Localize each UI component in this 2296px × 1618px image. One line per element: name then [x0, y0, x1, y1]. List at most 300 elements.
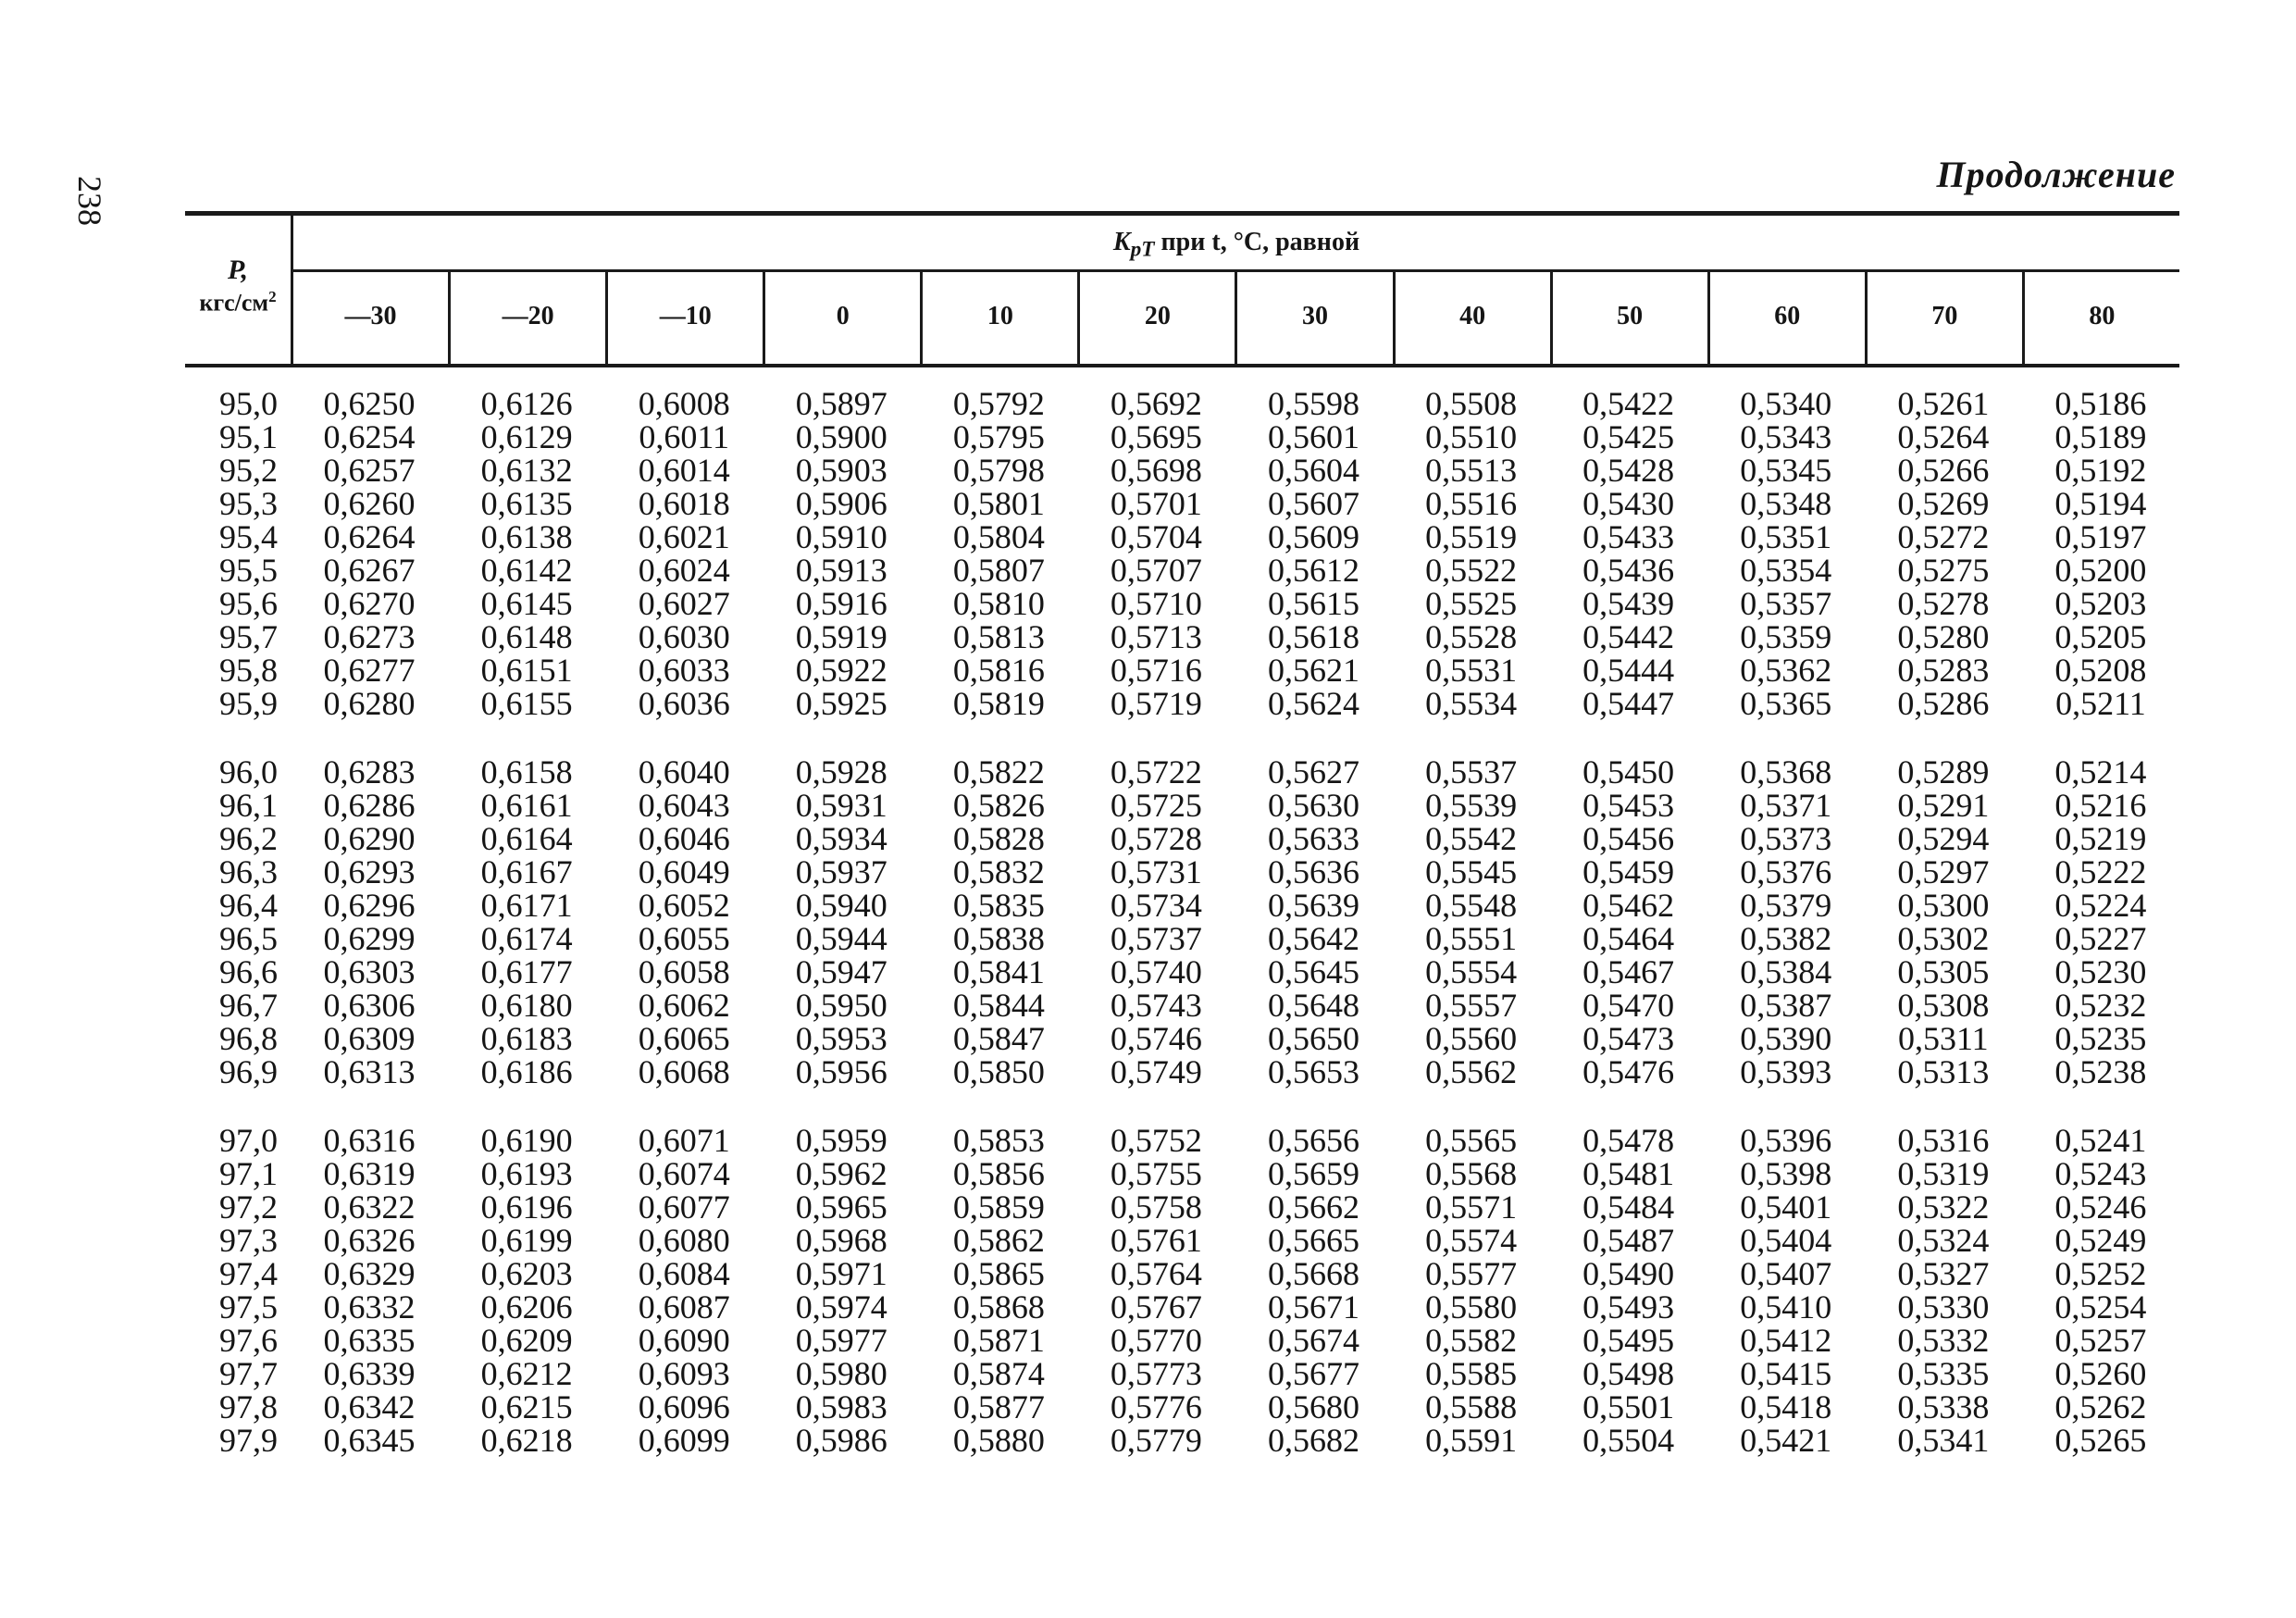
- coefficient-cell: 0,6196: [480, 1189, 573, 1226]
- coefficient-cell: 0,5379: [1740, 887, 1832, 924]
- coefficient-cell: 0,5241: [2054, 1122, 2147, 1159]
- coefficient-cell: 0,6151: [480, 652, 573, 689]
- coefficient-cell: 0,5519: [1425, 518, 1518, 555]
- coefficient-cell: 0,5764: [1110, 1255, 1202, 1292]
- coefficient-cell: 0,5407: [1740, 1255, 1832, 1292]
- coefficient-cell: 0,5767: [1110, 1288, 1202, 1326]
- coefficient-cell: 0,5211: [2055, 685, 2146, 722]
- coefficient-cell: 0,5934: [795, 820, 887, 857]
- coefficient-cell: 0,6024: [638, 552, 730, 589]
- coefficient-cell: 0,6087: [638, 1288, 730, 1326]
- coefficient-cell: 0,5950: [795, 987, 887, 1024]
- coefficient-cell: 0,6277: [323, 652, 416, 689]
- coefficient-cell: 0,6033: [638, 652, 730, 689]
- coefficient-cell: 0,5844: [952, 987, 1045, 1024]
- pressure-cell: 97,1: [219, 1155, 278, 1192]
- coefficient-cell: 0,6193: [480, 1155, 573, 1192]
- coefficient-cell: 0,5937: [795, 853, 887, 890]
- coefficient-cell: 0,6299: [323, 920, 416, 957]
- coefficient-cell: 0,5554: [1425, 953, 1518, 990]
- coefficient-subscript: pT: [1130, 237, 1155, 262]
- coefficient-cell: 0,5740: [1110, 953, 1202, 990]
- coefficient-cell: 0,6264: [323, 518, 416, 555]
- coefficient-cell: 0,5508: [1425, 385, 1518, 422]
- coefficient-cell: 0,5224: [2054, 887, 2147, 924]
- coefficient-cell: 0,5612: [1268, 552, 1359, 589]
- coefficient-cell: 0,5903: [795, 452, 887, 489]
- coefficient-cell: 0,5433: [1582, 518, 1675, 555]
- coefficient-cell: 0,6270: [323, 585, 416, 622]
- table-row: [185, 653, 2179, 687]
- coefficient-cell: 0,5398: [1740, 1155, 1832, 1192]
- coefficient-cell: 0,5539: [1425, 787, 1518, 824]
- pressure-cell: 97,3: [219, 1222, 278, 1259]
- coefficient-cell: 0,5653: [1268, 1053, 1359, 1090]
- coefficient-cell: 0,5243: [2054, 1155, 2147, 1192]
- coefficient-cell: 0,5430: [1582, 485, 1675, 522]
- coefficient-cell: 0,5368: [1740, 753, 1832, 790]
- coefficient-cell: 0,5197: [2054, 518, 2147, 555]
- pressure-cell: 96,1: [219, 787, 278, 824]
- coefficient-cell: 0,6293: [323, 853, 416, 890]
- table-row: [185, 1424, 2179, 1457]
- temperature-header-cell: 50: [1550, 272, 1707, 364]
- pressure-cell: 97,5: [219, 1288, 278, 1326]
- temperature-header-cell: 30: [1235, 272, 1392, 364]
- coefficient-cell: 0,6180: [480, 987, 573, 1024]
- coefficient-cell: 0,5656: [1268, 1122, 1359, 1159]
- coefficient-cell: 0,5415: [1740, 1355, 1832, 1392]
- coefficient-cell: 0,6040: [638, 753, 730, 790]
- coefficient-cell: 0,5481: [1582, 1155, 1675, 1192]
- coefficient-cell: 0,5588: [1425, 1388, 1518, 1425]
- coefficient-cell: 0,6142: [480, 552, 573, 589]
- coefficient-cell: 0,5615: [1268, 585, 1359, 622]
- coefficient-cell: 0,5568: [1425, 1155, 1518, 1192]
- coefficient-cell: 0,5835: [952, 887, 1045, 924]
- coefficient-cell: 0,6313: [323, 1053, 416, 1090]
- coefficient-cell: 0,6335: [323, 1322, 416, 1359]
- coefficient-cell: 0,6319: [323, 1155, 416, 1192]
- coefficient-cell: 0,5354: [1740, 552, 1832, 589]
- coefficient-cell: 0,5291: [1897, 787, 1990, 824]
- coefficient-cell: 0,5642: [1268, 920, 1359, 957]
- coefficient-cell: 0,6283: [323, 753, 416, 790]
- pressure-cell: 95,1: [219, 418, 278, 455]
- coefficient-cell: 0,5260: [2054, 1355, 2147, 1392]
- temperature-header-cell: 10: [920, 272, 1077, 364]
- coefficient-cell: 0,5330: [1897, 1288, 1990, 1326]
- coefficient-cell: 0,5897: [795, 385, 887, 422]
- coefficient-cell: 0,6174: [480, 920, 573, 957]
- coefficient-cell: 0,5208: [2054, 652, 2147, 689]
- table-row: [185, 520, 2179, 554]
- coefficient-cell: 0,5513: [1425, 452, 1518, 489]
- coefficient-cell: 0,6090: [638, 1322, 730, 1359]
- coefficient-cell: 0,5668: [1268, 1255, 1359, 1292]
- coefficient-cell: 0,5495: [1582, 1322, 1675, 1359]
- coefficient-cell: 0,6030: [638, 618, 730, 655]
- coefficient-cell: 0,5365: [1740, 685, 1832, 722]
- coefficient-cell: 0,6084: [638, 1255, 730, 1292]
- coefficient-cell: 0,5476: [1582, 1053, 1675, 1090]
- coefficient-cell: 0,6158: [480, 753, 573, 790]
- coefficient-cell: 0,5947: [795, 953, 887, 990]
- coefficient-cell: 0,5828: [952, 820, 1045, 857]
- coefficient-cell: 0,5604: [1268, 452, 1359, 489]
- coefficient-cell: 0,5940: [795, 887, 887, 924]
- coefficient-cell: 0,5205: [2054, 618, 2147, 655]
- table-header: [185, 211, 2179, 367]
- coefficient-cell: 0,6027: [638, 585, 730, 622]
- coefficient-cell: 0,5214: [2054, 753, 2147, 790]
- coefficient-cell: 0,5574: [1425, 1222, 1518, 1259]
- coefficient-cell: 0,5531: [1425, 652, 1518, 689]
- coefficient-cell: 0,5464: [1582, 920, 1675, 957]
- coefficient-cell: 0,5359: [1740, 618, 1832, 655]
- coefficient-cell: 0,5819: [952, 685, 1045, 722]
- coefficient-cell: 0,6203: [480, 1255, 573, 1292]
- coefficient-cell: 0,6129: [480, 418, 573, 455]
- coefficient-cell: 0,6206: [480, 1288, 573, 1326]
- table-row: [185, 922, 2179, 955]
- coefficient-cell: 0,5316: [1897, 1122, 1990, 1159]
- table-row: [185, 989, 2179, 1022]
- coefficient-cell: 0,6167: [480, 853, 573, 890]
- coefficient-cell: 0,5804: [952, 518, 1045, 555]
- coefficient-cell: 0,5537: [1425, 753, 1518, 790]
- coefficient-cell: 0,6329: [323, 1255, 416, 1292]
- coefficient-cell: 0,6183: [480, 1020, 573, 1057]
- coefficient-cell: 0,5630: [1268, 787, 1359, 824]
- coefficient-cell: 0,5810: [952, 585, 1045, 622]
- coefficient-cell: 0,5868: [952, 1288, 1045, 1326]
- coefficient-cell: 0,6339: [323, 1355, 416, 1392]
- coefficient-cell: 0,5300: [1897, 887, 1990, 924]
- coefficient-cell: 0,5636: [1268, 853, 1359, 890]
- coefficient-cell: 0,6055: [638, 920, 730, 957]
- coefficient-cell: 0,5418: [1740, 1388, 1832, 1425]
- coefficient-cell: 0,5698: [1110, 452, 1202, 489]
- table-row: [185, 822, 2179, 855]
- table-row: [185, 387, 2179, 420]
- coefficient-cell: 0,5731: [1110, 853, 1202, 890]
- pressure-cell: 97,7: [219, 1355, 278, 1392]
- coefficient-cell: 0,5516: [1425, 485, 1518, 522]
- table-row: [185, 554, 2179, 587]
- coefficient-cell: 0,6309: [323, 1020, 416, 1057]
- coefficient-cell: 0,6257: [323, 452, 416, 489]
- coefficient-cell: 0,5266: [1897, 452, 1990, 489]
- coefficient-cell: 0,5710: [1110, 585, 1202, 622]
- pressure-cell: 95,7: [219, 618, 278, 655]
- coefficient-cell: 0,5272: [1897, 518, 1990, 555]
- coefficient-cell: 0,6155: [480, 685, 573, 722]
- coefficient-cell: 0,5504: [1582, 1422, 1675, 1459]
- coefficient-cell: 0,5393: [1740, 1053, 1832, 1090]
- coefficient-cell: 0,5962: [795, 1155, 887, 1192]
- coefficient-cell: 0,5662: [1268, 1189, 1359, 1226]
- coefficient-cell: 0,5671: [1268, 1288, 1359, 1326]
- coefficient-cell: 0,6332: [323, 1288, 416, 1326]
- coefficient-cell: 0,5453: [1582, 787, 1675, 824]
- coefficient-cell: 0,5847: [952, 1020, 1045, 1057]
- coefficient-cell: 0,5286: [1897, 685, 1990, 722]
- coefficient-cell: 0,6199: [480, 1222, 573, 1259]
- coefficient-cell: 0,6080: [638, 1222, 730, 1259]
- coefficient-cell: 0,5853: [952, 1122, 1045, 1159]
- coefficient-cell: 0,5910: [795, 518, 887, 555]
- coefficient-cell: 0,5510: [1425, 418, 1518, 455]
- table-row: [185, 1257, 2179, 1290]
- coefficient-cell: 0,5249: [2054, 1222, 2147, 1259]
- coefficient-cell: 0,5598: [1268, 385, 1359, 422]
- pressure-cell: 97,9: [219, 1422, 278, 1459]
- coefficient-cell: 0,5916: [795, 585, 887, 622]
- table-row: [185, 454, 2179, 487]
- coefficient-cell: 0,6014: [638, 452, 730, 489]
- coefficient-cell: 0,6254: [323, 418, 416, 455]
- coefficient-cell: 0,5528: [1425, 618, 1518, 655]
- coefficient-cell: 0,5983: [795, 1388, 887, 1425]
- coefficient-cell: 0,5345: [1740, 452, 1832, 489]
- coefficient-cell: 0,5722: [1110, 753, 1202, 790]
- coefficient-cell: 0,5382: [1740, 920, 1832, 957]
- coefficient-cell: 0,6190: [480, 1122, 573, 1159]
- coefficient-cell: 0,5246: [2054, 1189, 2147, 1226]
- coefficient-cell: 0,5319: [1897, 1155, 1990, 1192]
- coefficient-cell: 0,5439: [1582, 585, 1675, 622]
- coefficient-cell: 0,5456: [1582, 820, 1675, 857]
- coefficient-cell: 0,6052: [638, 887, 730, 924]
- table-row: [185, 420, 2179, 454]
- table-row: [185, 755, 2179, 789]
- coefficient-cell: 0,6267: [323, 552, 416, 589]
- table-row: [185, 889, 2179, 922]
- coefficient-cell: 0,5194: [2054, 485, 2147, 522]
- coefficient-cell: 0,6290: [323, 820, 416, 857]
- coefficient-cell: 0,5880: [952, 1422, 1045, 1459]
- coefficient-cell: 0,5436: [1582, 552, 1675, 589]
- coefficient-cell: 0,5682: [1268, 1422, 1359, 1459]
- pressure-cell: 96,8: [219, 1020, 278, 1057]
- coefficient-cell: 0,6286: [323, 787, 416, 824]
- page-number: 238: [71, 176, 108, 226]
- coefficient-cell: 0,6011: [639, 418, 730, 455]
- table-row: [185, 587, 2179, 620]
- pressure-cell: 97,8: [219, 1388, 278, 1425]
- coefficient-cell: 0,5577: [1425, 1255, 1518, 1292]
- table-row: [185, 855, 2179, 889]
- pressure-cell: 95,3: [219, 485, 278, 522]
- coefficient-cell: 0,6250: [323, 385, 416, 422]
- coefficient-cell: 0,5931: [795, 787, 887, 824]
- coefficient-cell: 0,5269: [1897, 485, 1990, 522]
- table-row: [185, 1390, 2179, 1424]
- table-row: [185, 487, 2179, 520]
- coefficient-cell: 0,6126: [480, 385, 573, 422]
- coefficient-cell: 0,6296: [323, 887, 416, 924]
- coefficient-cell: 0,5728: [1110, 820, 1202, 857]
- pressure-unit-superscript: 2: [268, 288, 277, 305]
- coefficient-header-text: при t, °C, равной: [1154, 228, 1360, 256]
- coefficient-cell: 0,5692: [1110, 385, 1202, 422]
- coefficient-cell: 0,5565: [1425, 1122, 1518, 1159]
- coefficient-cell: 0,6186: [480, 1053, 573, 1090]
- temperature-header-cell: 40: [1393, 272, 1550, 364]
- coefficient-cell: 0,5473: [1582, 1020, 1675, 1057]
- coefficient-cell: 0,5462: [1582, 887, 1675, 924]
- coefficient-cell: 0,5200: [2054, 552, 2147, 589]
- temperature-header-cell: 0: [763, 272, 920, 364]
- coefficient-cell: 0,5230: [2054, 953, 2147, 990]
- coefficient-cell: 0,5607: [1268, 485, 1359, 522]
- coefficient-cell: 0,6068: [638, 1053, 730, 1090]
- coefficient-cell: 0,6171: [480, 887, 573, 924]
- coefficient-cell: 0,5362: [1740, 652, 1832, 689]
- table-row: [185, 1190, 2179, 1224]
- coefficient-cell: 0,5816: [952, 652, 1045, 689]
- coefficient-cell: 0,6177: [480, 953, 573, 990]
- coefficient-cell: 0,5798: [952, 452, 1045, 489]
- coefficient-cell: 0,5624: [1268, 685, 1359, 722]
- coefficient-cell: 0,5677: [1268, 1355, 1359, 1392]
- coefficient-cell: 0,5713: [1110, 618, 1202, 655]
- coefficient-cell: 0,5680: [1268, 1388, 1359, 1425]
- coefficient-cell: 0,6209: [480, 1322, 573, 1359]
- coefficient-cell: 0,5716: [1110, 652, 1202, 689]
- coefficient-cell: 0,6306: [323, 987, 416, 1024]
- coefficient-cell: 0,5265: [2054, 1422, 2147, 1459]
- coefficient-cell: 0,5618: [1268, 618, 1359, 655]
- coefficient-cell: 0,6036: [638, 685, 730, 722]
- coefficient-cell: 0,5428: [1582, 452, 1675, 489]
- coefficient-cell: 0,5838: [952, 920, 1045, 957]
- coefficient-cell: 0,5467: [1582, 953, 1675, 990]
- pressure-cell: 97,4: [219, 1255, 278, 1292]
- coefficient-cell: 0,5203: [2054, 585, 2147, 622]
- coefficient-cell: 0,5874: [952, 1355, 1045, 1392]
- table-row: [185, 620, 2179, 653]
- coefficient-cell: 0,5384: [1740, 953, 1832, 990]
- coefficient-cell: 0,6161: [480, 787, 573, 824]
- coefficient-cell: 0,5313: [1897, 1053, 1990, 1090]
- coefficient-cell: 0,5297: [1897, 853, 1990, 890]
- coefficient-cell: 0,5737: [1110, 920, 1202, 957]
- coefficient-cell: 0,6018: [638, 485, 730, 522]
- coefficient-cell: 0,6046: [638, 820, 730, 857]
- coefficient-cell: 0,5275: [1897, 552, 1990, 589]
- coefficient-cell: 0,5659: [1268, 1155, 1359, 1192]
- coefficient-cell: 0,5795: [952, 418, 1045, 455]
- coefficient-cell: 0,5450: [1582, 753, 1675, 790]
- coefficient-cell: 0,6135: [480, 485, 573, 522]
- coefficient-cell: 0,5900: [795, 418, 887, 455]
- coefficient-cell: 0,5674: [1268, 1322, 1359, 1359]
- coefficient-cell: 0,6345: [323, 1422, 416, 1459]
- coefficient-cell: 0,5390: [1740, 1020, 1832, 1057]
- coefficient-cell: 0,5490: [1582, 1255, 1675, 1292]
- pressure-cell: 96,4: [219, 887, 278, 924]
- pressure-cell: 96,6: [219, 953, 278, 990]
- coefficient-cell: 0,5232: [2054, 987, 2147, 1024]
- coefficient-cell: 0,5412: [1740, 1322, 1832, 1359]
- coefficient-cell: 0,6145: [480, 585, 573, 622]
- coefficient-cell: 0,6008: [638, 385, 730, 422]
- coefficient-cell: 0,5609: [1268, 518, 1359, 555]
- coefficient-cell: 0,5534: [1425, 685, 1518, 722]
- coefficient-cell: 0,6093: [638, 1355, 730, 1392]
- coefficient-cell: 0,6049: [638, 853, 730, 890]
- coefficient-cell: 0,5401: [1740, 1189, 1832, 1226]
- coefficient-cell: 0,5761: [1110, 1222, 1202, 1259]
- coefficient-cell: 0,6099: [638, 1422, 730, 1459]
- coefficient-cell: 0,5542: [1425, 820, 1518, 857]
- coefficient-cell: 0,5801: [952, 485, 1045, 522]
- pressure-cell: 95,8: [219, 652, 278, 689]
- table-row: [185, 687, 2179, 720]
- coefficient-cell: 0,5192: [2054, 452, 2147, 489]
- coefficient-cell: 0,5749: [1110, 1053, 1202, 1090]
- coefficient-cell: 0,5264: [1897, 418, 1990, 455]
- coefficient-cell: 0,5968: [795, 1222, 887, 1259]
- table-row: [185, 1290, 2179, 1324]
- coefficient-cell: 0,5341: [1897, 1422, 1990, 1459]
- coefficient-cell: 0,5302: [1897, 920, 1990, 957]
- coefficient-cell: 0,5283: [1897, 652, 1990, 689]
- coefficient-cell: 0,5779: [1110, 1422, 1202, 1459]
- coefficient-cell: 0,5770: [1110, 1322, 1202, 1359]
- coefficient-cell: 0,5906: [795, 485, 887, 522]
- coefficient-cell: 0,5327: [1897, 1255, 1990, 1292]
- table-row: [185, 1357, 2179, 1390]
- coefficient-cell: 0,5813: [952, 618, 1045, 655]
- pressure-unit-text: кгс/см: [199, 289, 269, 317]
- table-row: [185, 789, 2179, 822]
- coefficient-cell: 0,5707: [1110, 552, 1202, 589]
- coefficient-cell: 0,5470: [1582, 987, 1675, 1024]
- coefficient-cell: 0,5262: [2054, 1388, 2147, 1425]
- coefficient-cell: 0,5501: [1582, 1388, 1675, 1425]
- coefficient-cell: 0,6062: [638, 987, 730, 1024]
- coefficient-cell: 0,5919: [795, 618, 887, 655]
- coefficient-cell: 0,5639: [1268, 887, 1359, 924]
- coefficient-cell: 0,5755: [1110, 1155, 1202, 1192]
- coefficient-cell: 0,5956: [795, 1053, 887, 1090]
- coefficient-cell: 0,5571: [1425, 1189, 1518, 1226]
- coefficient-cell: 0,5792: [952, 385, 1045, 422]
- coefficient-cell: 0,6316: [323, 1122, 416, 1159]
- coefficient-cell: 0,5557: [1425, 987, 1518, 1024]
- pressure-symbol: P,: [228, 255, 248, 285]
- coefficient-symbol: K: [1112, 228, 1131, 256]
- coefficient-cell: 0,5348: [1740, 485, 1832, 522]
- coefficient-cell: 0,6065: [638, 1020, 730, 1057]
- pressure-cell: 96,7: [219, 987, 278, 1024]
- coefficient-cell: 0,5841: [952, 953, 1045, 990]
- coefficient-cell: 0,5186: [2054, 385, 2147, 422]
- coefficient-cell: 0,6074: [638, 1155, 730, 1192]
- coefficient-cell: 0,5850: [952, 1053, 1045, 1090]
- coefficient-cell: 0,5826: [952, 787, 1045, 824]
- coefficient-cell: 0,5216: [2054, 787, 2147, 824]
- coefficient-cell: 0,6138: [480, 518, 573, 555]
- coefficient-cell: 0,5704: [1110, 518, 1202, 555]
- coefficient-cell: 0,5944: [795, 920, 887, 957]
- pressure-cell: 96,0: [219, 753, 278, 790]
- coefficient-cell: 0,5585: [1425, 1355, 1518, 1392]
- temperature-header-cell: —20: [448, 272, 605, 364]
